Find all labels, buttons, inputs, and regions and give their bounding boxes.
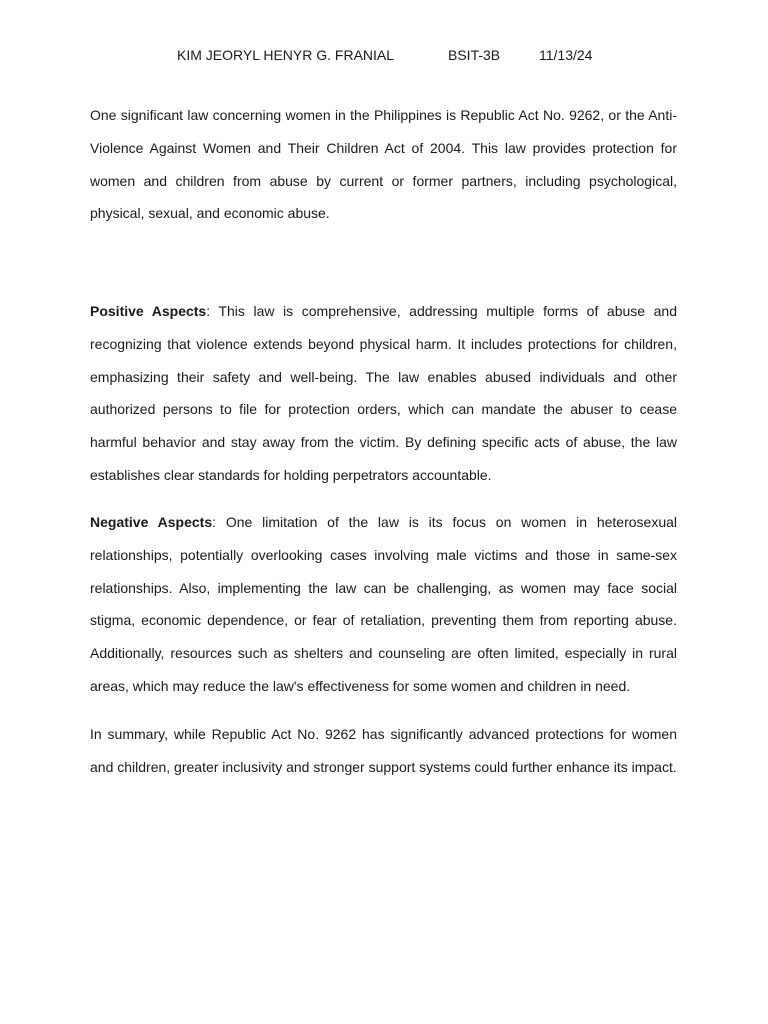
positive-aspects-paragraph: [90, 295, 677, 492]
class-section: BSIT-3B: [448, 47, 501, 63]
negative-aspects-label: Negative Aspects: [90, 514, 213, 530]
negative-aspects-paragraph: [90, 506, 677, 703]
intro-text: One significant law concerning women in the Philippines is Republic Act No. 9262, or the Anti-Violence Against Women and Their Children Act of 2004. This law provides protection for women and children from abuse by current or former partners, including psychological, physical, sexual, and economic abuse.: [90, 107, 677, 222]
summary-text: In summary, while Republic Act No. 9262 has significantly advanced protections for women and children, greater inclusivity and stronger support systems could further enhance its impact.: [90, 726, 677, 775]
document-header: [0, 45, 768, 65]
author-name: KIM JEORYL HENYR G. FRANIAL: [177, 47, 395, 63]
positive-aspects-text: : This law is comprehensive, addressing multiple forms of abuse and recognizing that violence extends beyond physical harm. It includes protections for children, emphasizing their safety and well-being. The law enables abused individuals and other authorized persons to file for protection orders, which can mandate the abuser to cease harmful behavior and stay away from the victim. By defining specific acts of abuse, the law establishes clear standards for holding perpetrators accountable.: [90, 303, 678, 483]
positive-aspects-label: Positive Aspects: [90, 303, 207, 319]
summary-paragraph: [90, 718, 677, 784]
negative-aspects-text: : One limitation of the law is its focus on women in heterosexual relationships, potentially overlooking cases involving male victims and those in same-sex relationships. Also, implementing the law can be challenging, as women may face social stigma, economic dependence, or fear of retaliation, preventing them from reporting abuse. Additionally, resources such as shelters and counseling are often limited, especially in rural areas, which may reduce the law's effectiveness for some women and children in need.: [90, 514, 677, 694]
intro-paragraph: [90, 99, 677, 230]
document-date: 11/13/24: [539, 47, 593, 63]
